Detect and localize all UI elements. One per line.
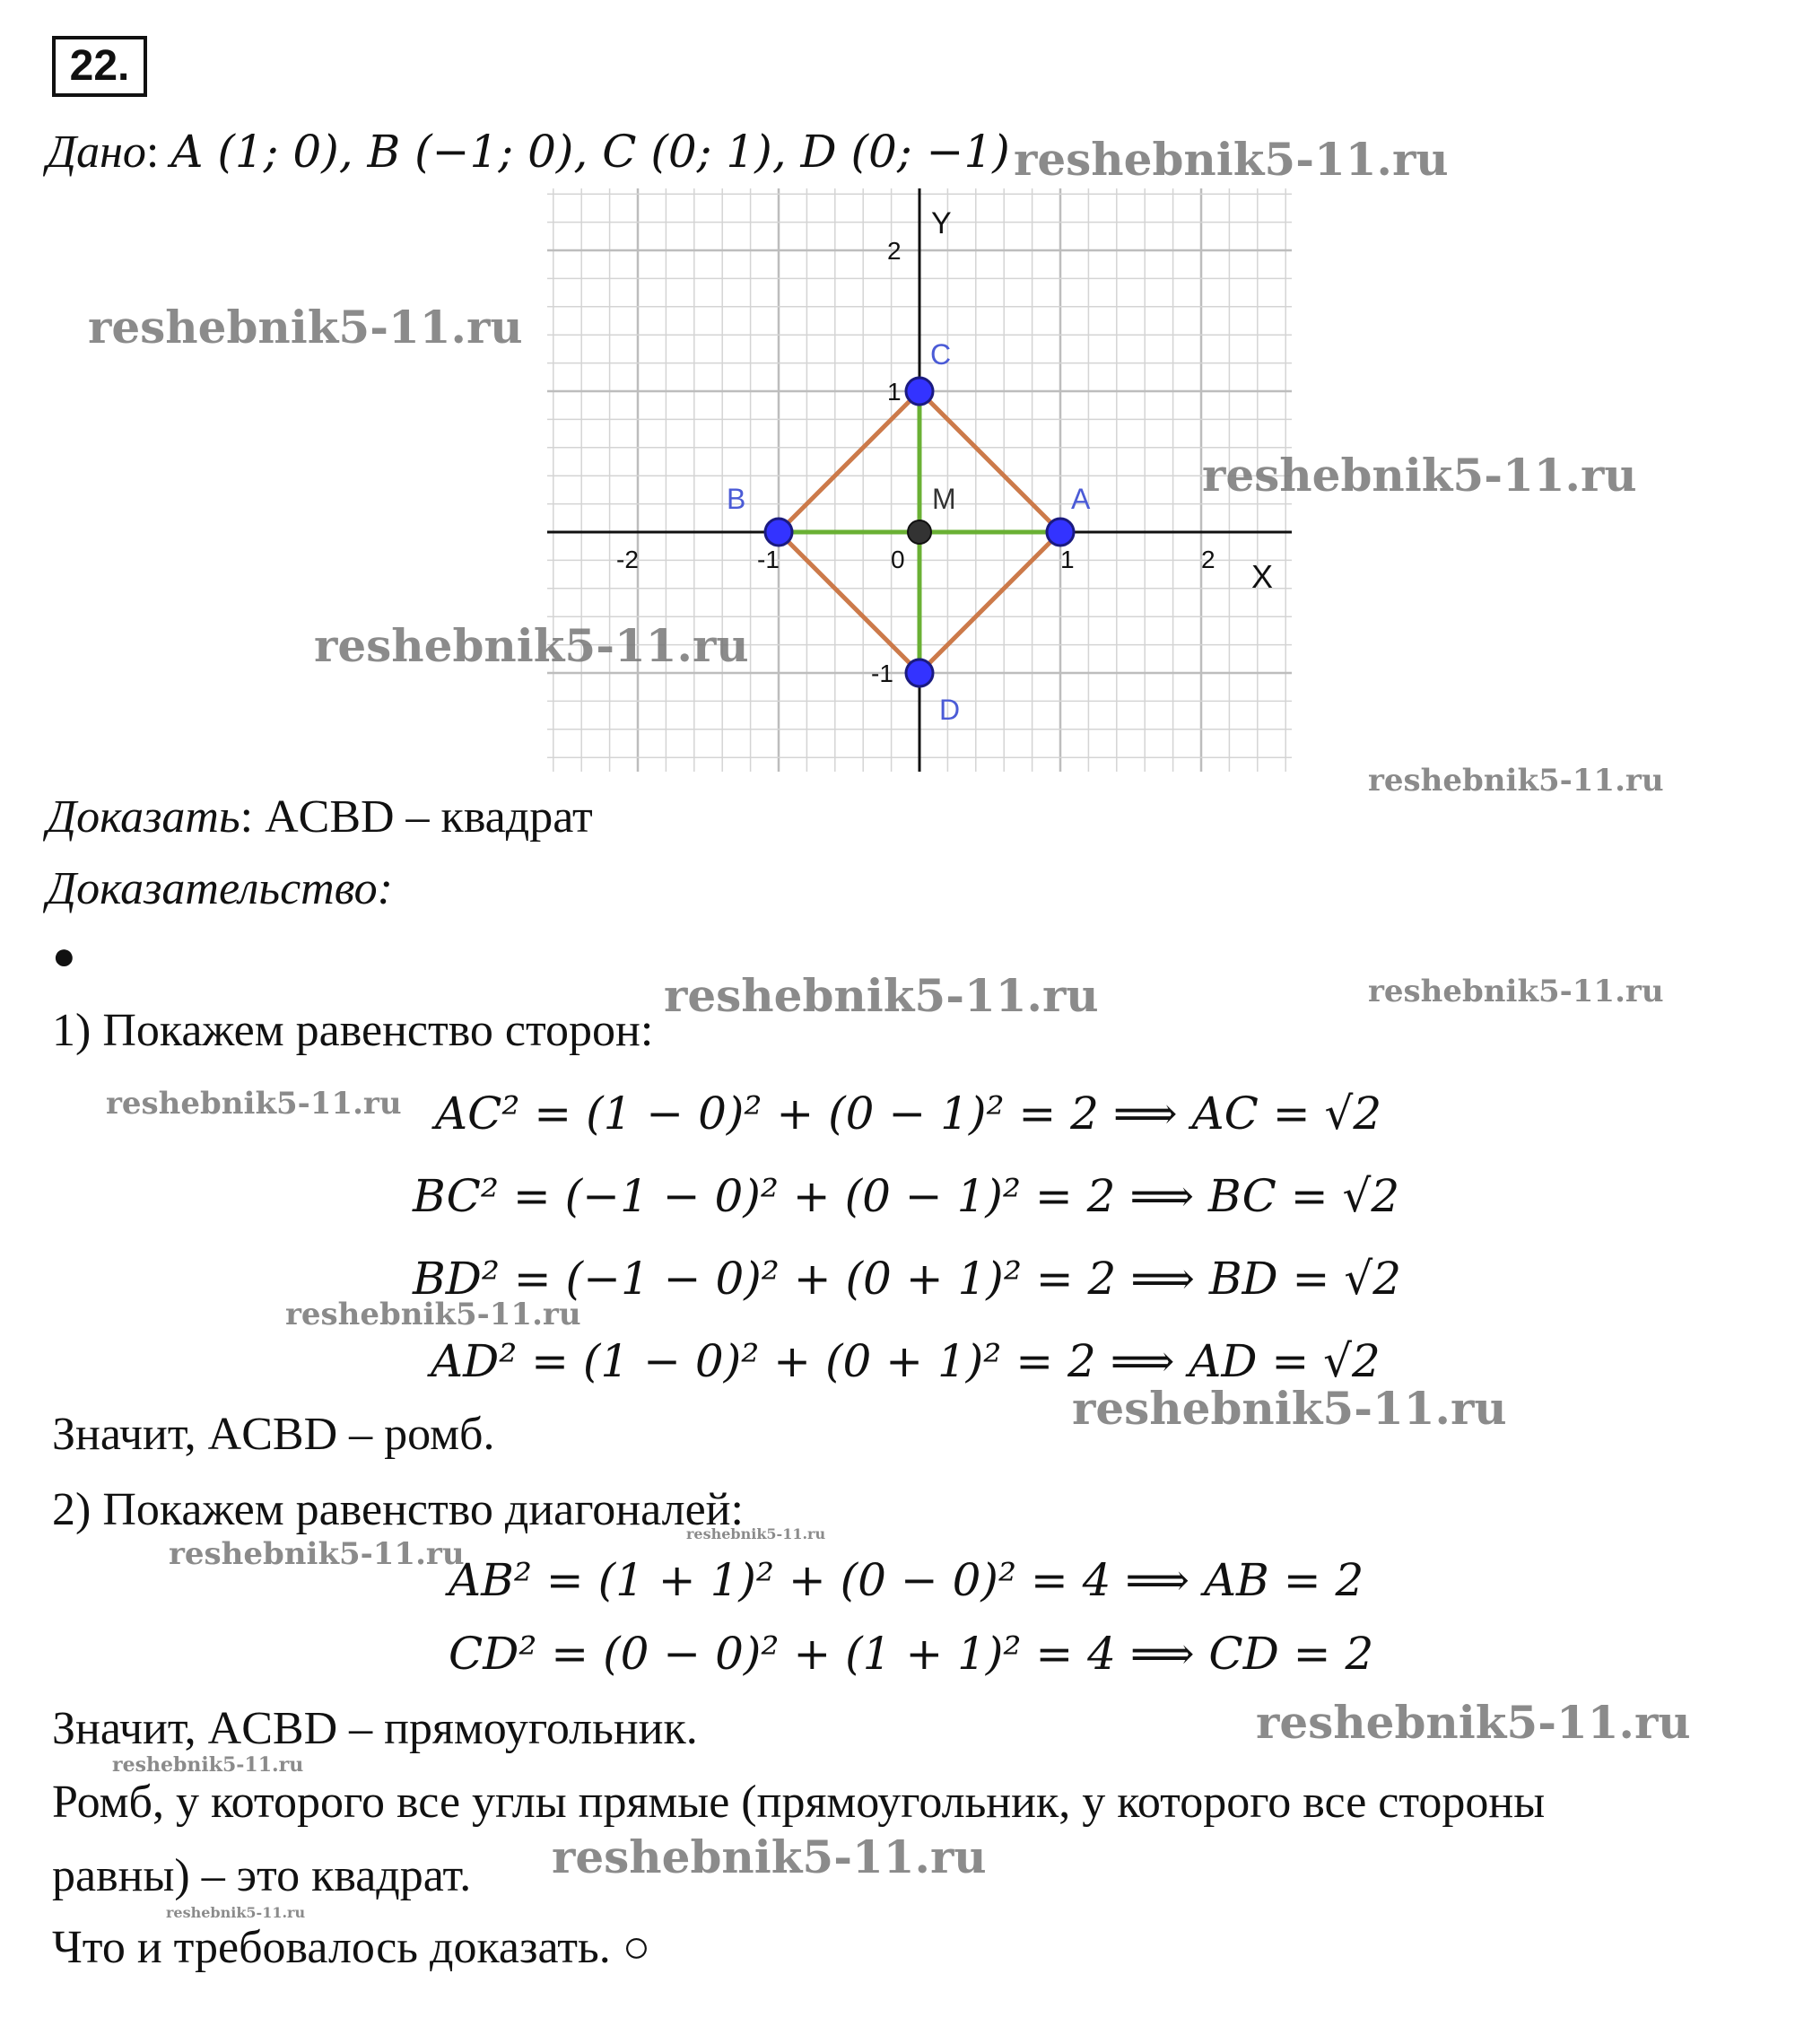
x-tick-label: 1 <box>1060 546 1075 573</box>
y-tick-label: 2 <box>887 237 902 265</box>
final-line-2: равны) – это квадрат. <box>52 1850 472 1901</box>
step2-conclusion: Значит, ACBD – прямоугольник. <box>52 1703 698 1754</box>
x-tick-label: 0 <box>891 546 905 573</box>
given-colon: : <box>145 127 160 178</box>
equation-bd: BD² = (−1 − 0)² + (0 + 1)² = 2 ⟹ BD = √2 <box>413 1253 1402 1305</box>
watermark: reshebnik5-11.ru <box>686 1525 826 1542</box>
prove-statement: ACBD – квадрат <box>265 791 593 843</box>
point-C <box>906 378 933 405</box>
prove-line <box>47 790 593 845</box>
watermark: reshebnik5-11.ru <box>112 1753 304 1777</box>
point-label-C: C <box>930 338 952 371</box>
prove-label: Доказать <box>47 791 240 843</box>
final-qed: Что и требовалось доказать. ○ <box>52 1922 651 1973</box>
watermark: reshebnik5-11.ru <box>1202 449 1637 502</box>
watermark: reshebnik5-11.ru <box>314 619 749 672</box>
problem-number: 22. <box>52 36 147 97</box>
point-label-B: B <box>727 483 746 515</box>
point-label-M: M <box>932 483 956 515</box>
watermark: reshebnik5-11.ru <box>285 1297 581 1332</box>
axis-label-y: Y <box>931 206 952 240</box>
watermark: reshebnik5-11.ru <box>1368 974 1664 1009</box>
point-label-D: D <box>939 694 961 726</box>
point-label-A: A <box>1071 483 1091 515</box>
point-M <box>908 520 931 544</box>
watermark: reshebnik5-11.ru <box>1072 1382 1507 1435</box>
equation-ad: AD² = (1 − 0)² + (0 + 1)² = 2 ⟹ AD = √2 <box>431 1335 1381 1387</box>
point-A <box>1047 519 1074 546</box>
y-tick-label: 1 <box>887 378 902 406</box>
x-tick-label: 2 <box>1201 546 1216 573</box>
coordinate-graph <box>547 188 1301 772</box>
step1-conclusion: Значит, ACBD – ромб. <box>52 1409 495 1460</box>
equation-cd: CD² = (0 − 0)² + (1 + 1)² = 4 ⟹ CD = 2 <box>449 1628 1374 1680</box>
watermark: reshebnik5-11.ru <box>106 1086 402 1122</box>
prove-colon: : <box>240 791 254 843</box>
watermark: reshebnik5-11.ru <box>1014 133 1449 186</box>
equation-bc: BC² = (−1 − 0)² + (0 − 1)² = 2 ⟹ BC = √2 <box>413 1170 1400 1222</box>
watermark: reshebnik5-11.ru <box>1368 763 1664 799</box>
equation-ac: AC² = (1 − 0)² + (0 − 1)² = 2 ⟹ AC = √2 <box>435 1088 1382 1140</box>
axis-label-x: X <box>1251 558 1274 595</box>
figure <box>765 378 1074 686</box>
given-label: Дано <box>47 127 146 178</box>
watermark: reshebnik5-11.ru <box>166 1904 306 1921</box>
y-tick-label: -1 <box>871 659 893 687</box>
watermark: reshebnik5-11.ru <box>88 301 523 354</box>
watermark: reshebnik5-11.ru <box>169 1536 465 1572</box>
side-CB <box>779 391 919 532</box>
step2-heading: 2) Покажем равенство диагоналей: <box>52 1484 744 1535</box>
point-D <box>906 659 933 686</box>
x-tick-label: -2 <box>616 546 639 573</box>
given-points: A (1; 0), B (−1; 0), C (0; 1), D (0; −1) <box>170 126 1010 178</box>
equation-ab: AB² = (1 + 1)² + (0 − 0)² = 4 ⟹ AB = 2 <box>449 1554 1364 1606</box>
watermark: reshebnik5-11.ru <box>664 969 1099 1022</box>
final-line-1: Ромб, у которого все углы прямые (прямоугольник, у которого все стороны <box>52 1777 1546 1828</box>
x-tick-label: -1 <box>757 546 780 573</box>
side-DA <box>919 532 1060 673</box>
bullet: ● <box>52 934 76 978</box>
proof-label: Доказательство: <box>47 863 393 914</box>
given-line <box>47 124 1010 180</box>
step1-heading: 1) Покажем равенство сторон: <box>52 1005 654 1056</box>
point-B <box>765 519 792 546</box>
watermark: reshebnik5-11.ru <box>1256 1696 1691 1749</box>
watermark: reshebnik5-11.ru <box>552 1830 987 1883</box>
